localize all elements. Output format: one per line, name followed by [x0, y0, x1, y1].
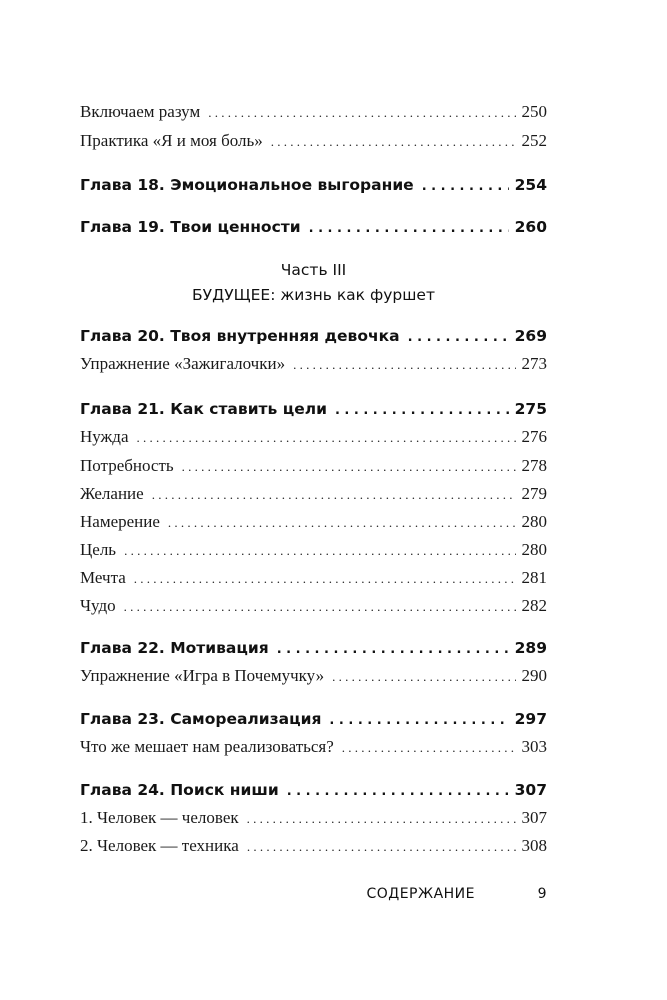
toc-entry-title: Желание — [80, 484, 144, 503]
toc-entry-page: 254 — [514, 176, 547, 194]
toc-entry-title: Упражнение «Игра в Почемучку» — [80, 666, 325, 685]
part-number: Часть III — [280, 261, 347, 279]
dot-leader — [277, 636, 509, 662]
toc-chapter-entry — [80, 636, 547, 662]
dot-leader — [134, 566, 516, 591]
toc-entry-title: Нужда — [80, 427, 129, 446]
toc-chapter-entry — [80, 707, 547, 733]
toc-entry — [80, 510, 547, 535]
toc-entry-page: 260 — [514, 218, 547, 236]
toc-entry-title: Глава 24. Поиск ниши — [80, 781, 279, 799]
toc-entry-page: 297 — [514, 710, 547, 728]
toc-entry-title: Намерение — [80, 512, 160, 531]
toc-entry — [80, 482, 547, 507]
dot-leader — [287, 778, 509, 804]
toc-entry-page: 307 — [514, 781, 547, 799]
toc-entry — [80, 100, 547, 125]
toc-entry-page: 281 — [521, 568, 547, 587]
dot-leader — [408, 324, 509, 350]
toc-entry-title: Практика «Я и моя боль» — [80, 131, 263, 150]
toc-entry — [80, 129, 547, 154]
toc-entry — [80, 352, 547, 377]
dot-leader — [124, 538, 515, 563]
toc-entry-page: 278 — [521, 456, 547, 475]
toc-entry-page: 276 — [521, 427, 547, 446]
toc-entry-title: Глава 23. Самореализация — [80, 710, 322, 728]
toc-entry-page: 289 — [514, 639, 547, 657]
toc-entry-title: Что же мешает нам реализоваться? — [80, 737, 334, 756]
toc-entry — [80, 664, 547, 689]
toc-entry-page: 280 — [521, 540, 547, 559]
toc-entry — [80, 425, 547, 450]
dot-leader — [422, 173, 509, 199]
toc-entry-title: Упражнение «Зажигалочки» — [80, 354, 286, 373]
dot-leader — [329, 707, 508, 733]
toc-entry-page: 303 — [521, 737, 547, 756]
dot-leader — [168, 510, 516, 535]
dot-leader — [247, 806, 516, 831]
toc-chapter-entry — [80, 397, 547, 423]
toc-entry-title: Глава 19. Твои ценности — [80, 218, 301, 236]
toc-entry-title: Мечта — [80, 568, 126, 587]
toc-entry — [80, 594, 547, 619]
dot-leader — [332, 664, 515, 689]
toc-entry-page: 273 — [521, 354, 547, 373]
page-number: 9 — [537, 886, 547, 902]
toc-entry-page: 279 — [521, 484, 547, 503]
toc-chapter-entry — [80, 173, 547, 199]
toc-entry-title: 2. Человек — техника — [80, 836, 239, 855]
toc-chapter-entry — [80, 324, 547, 350]
dot-leader — [152, 482, 516, 507]
toc-chapter-entry — [80, 215, 547, 241]
dot-leader — [247, 834, 516, 859]
toc-entry — [80, 735, 547, 760]
dot-leader — [182, 454, 516, 479]
dot-leader — [335, 397, 509, 423]
toc-chapter-entry — [80, 778, 547, 804]
toc-entry-page: 252 — [521, 131, 547, 150]
dot-leader — [124, 594, 516, 619]
dot-leader — [208, 100, 515, 125]
toc-entry-page: 282 — [521, 596, 547, 615]
toc-entry — [80, 566, 547, 591]
toc-entry-title: Потребность — [80, 456, 174, 475]
toc-entry-title: 1. Человек — человек — [80, 808, 239, 827]
toc-entry-page: 280 — [521, 512, 547, 531]
dot-leader — [342, 735, 516, 760]
toc-entry-page: 308 — [521, 836, 547, 855]
toc-entry-page: 290 — [521, 666, 547, 685]
part-title: БУДУЩЕЕ: жизнь как фуршет — [192, 286, 435, 304]
toc-entry-title: Глава 20. Твоя внутренняя девочка — [80, 327, 400, 345]
toc-entry — [80, 454, 547, 479]
toc-entry-title: Глава 22. Мотивация — [80, 639, 269, 657]
dot-leader — [271, 129, 516, 154]
toc-entry-title: Цель — [80, 540, 117, 559]
running-footer-section: СОДЕРЖАНИЕ — [366, 886, 475, 902]
toc-entry-page: 269 — [514, 327, 547, 345]
toc-entry — [80, 834, 547, 859]
page-footer — [0, 886, 667, 910]
dot-leader — [293, 352, 515, 377]
toc-entry — [80, 806, 547, 831]
toc-entry-title: Включаем разум — [80, 102, 201, 121]
toc-entry-page: 250 — [521, 102, 547, 121]
toc-entry-title: Чудо — [80, 596, 116, 615]
toc-entry — [80, 538, 547, 563]
toc-entry-title: Глава 18. Эмоциональное выгорание — [80, 176, 414, 194]
toc-entry-title: Глава 21. Как ставить цели — [80, 400, 327, 418]
dot-leader — [137, 425, 516, 450]
toc-entry-page: 307 — [521, 808, 547, 827]
toc-entry-page: 275 — [514, 400, 547, 418]
dot-leader — [309, 215, 509, 241]
